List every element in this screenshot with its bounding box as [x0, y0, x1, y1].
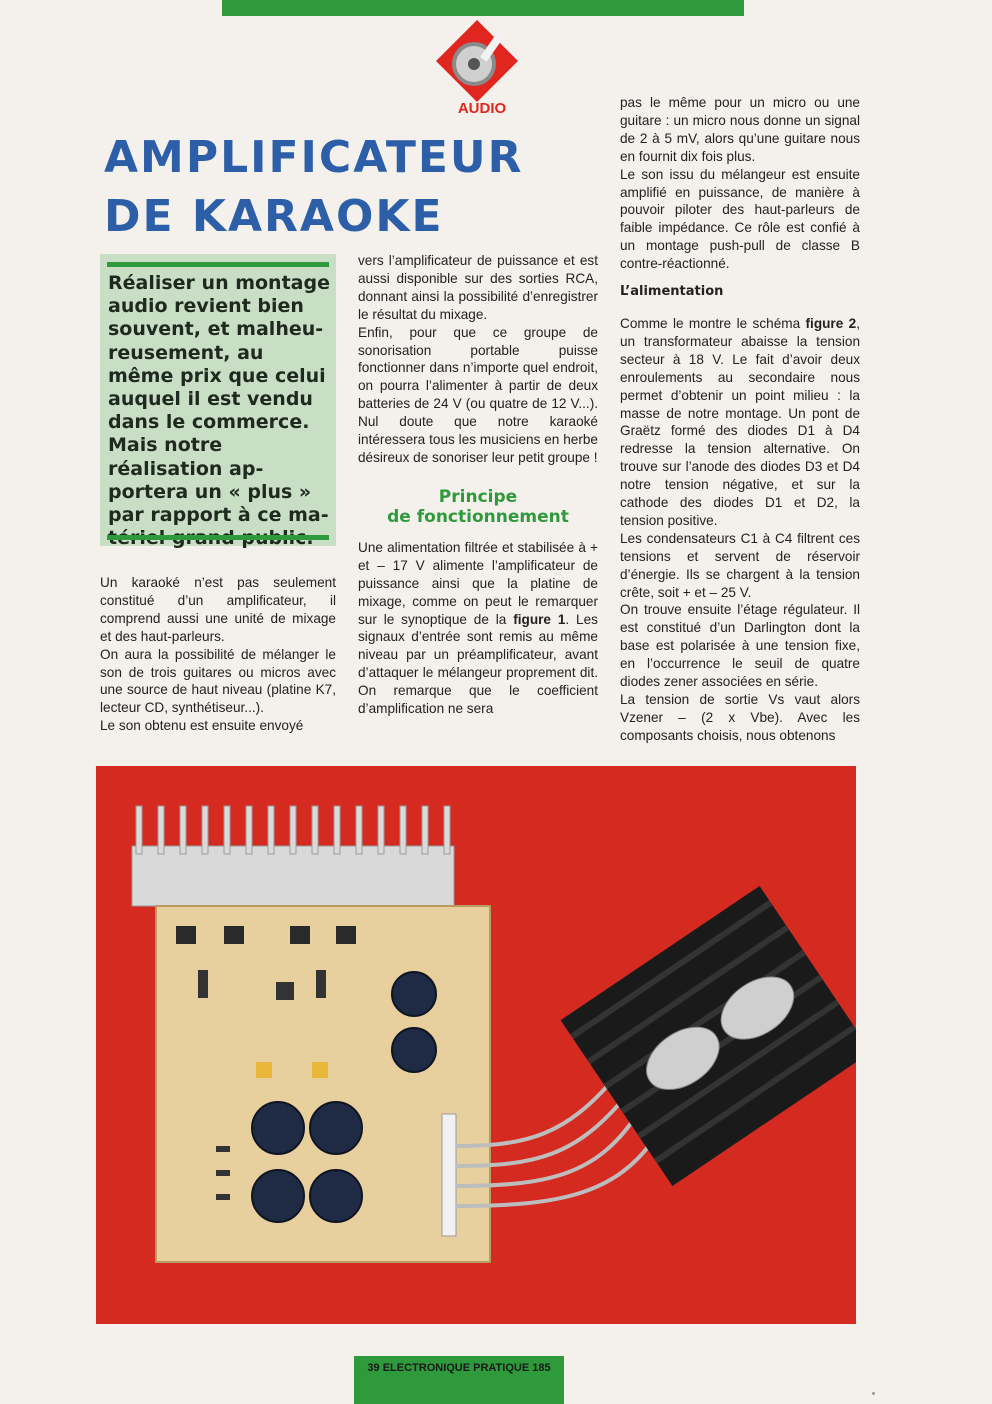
col1-paragraph-3: Le son obtenu est ensuite envoyé — [100, 718, 304, 734]
subheading-principe — [358, 487, 598, 527]
text-span: Comme le montre le schéma — [620, 315, 806, 331]
photo-illustration — [96, 766, 856, 1324]
title-line-2: DE KARAOKE — [104, 191, 444, 242]
column-2 — [358, 252, 598, 718]
top-color-bar — [222, 0, 744, 16]
subheading-line-1: Principe — [438, 486, 518, 507]
footer-text: 39 ELECTRONIQUE PRATIQUE 185 — [367, 1362, 551, 1374]
circuit-board-photo — [96, 766, 856, 1324]
section-tag: AUDIO — [457, 100, 507, 117]
col1-paragraph-1: Un karaoké n’est pas seulement constitué d’un amplificateur, il comprend aussi une unité de mixage et des haut-parleurs. — [100, 575, 336, 644]
column-3 — [620, 94, 860, 745]
col2-paragraph-1: vers l’amplificateur de puissance et est aussi disponible sur des sorties RCA, donnant ainsi la possibilité d’enregistrer le résultat du mixage. — [358, 253, 598, 322]
article-title — [104, 128, 594, 246]
subheading-alimentation: L’alimentation — [620, 284, 724, 300]
page-footer — [354, 1356, 564, 1404]
text-span: , un transformateur abaisse la tension secteur à 18 V. Le fait d’avoir deux enroulements au secondaire nous permet d’obtenir un point milieu : la masse de notre montage. Un pont de Graëtz formé des diodes D1 à D4 redresse la tension alternative. On trouve sur l’anode des diodes D3 et D4 notre tension négative, et sur la cathode des diodes D1 et D2, la tension positive. — [620, 315, 860, 528]
col1-paragraph-2: On aura la possibilité de mélanger le son de trois guitares ou micros avec une source de haut niveau (platine K7, lecteur CD, synthétiseur...). — [100, 646, 336, 716]
text-span: Une alimentation filtrée et stabilisée à + et – 17 V alimente l’amplificateur de puissance ainsi que la platine de mixage, comme on peut le remarquer sur le synoptique de la — [358, 539, 598, 627]
col3-paragraph-1: pas le même pour un micro ou une guitare : un micro nous donne un signal de 2 à 5 mV, alors qu’une guitare nous en fournit dix fois plus. — [620, 95, 860, 164]
col2-paragraph-2: Enfin, pour que ce groupe de sonorisation portable puisse fonctionner dans n’importe quel endroit, on pourra l’alimenter à partir de deux batteries de 24 V (ou quatre de 12 V...). Nul doute que notre karaoké intéressera tous les musiciens en herbe désireux de sonoriser leur petit groupe ! — [358, 324, 598, 465]
col3-paragraph-5: On trouve ensuite l’étage régulateur. Il est constitué d’un Darlington dont la base est polarisée à une tension fixe, en l’occurrence le seuil de quatre diodes zener associées en série. — [620, 602, 860, 690]
figure-reference: figure 1 — [513, 611, 566, 627]
col3-paragraph-6: La tension de sortie Vs vaut alors Vzener – (2 x Vbe). Avec les composants choisis, nous obtenons — [620, 692, 860, 743]
col2-paragraph-3 — [358, 539, 598, 718]
column-1 — [100, 574, 336, 735]
col3-paragraph-3 — [620, 315, 860, 530]
intro-top-rule — [107, 262, 329, 267]
figure-reference: figure 2 — [805, 315, 857, 331]
intro-bottom-rule — [107, 535, 329, 540]
intro-box — [100, 254, 336, 546]
col3-paragraph-4: Les condensateurs C1 à C4 filtrent ces tensions et servent de réservoir d’énergie. Ils se chargent à la tension crête, soit + et – 25 V. — [620, 530, 860, 600]
col3-paragraph-2: Le son issu du mélangeur est ensuite amplifié en puissance, de manière à pouvoir piloter des haut-parleurs de faible impédance. Ce rôle est confié à un montage push-pull de classe B contre-réactionné. — [620, 166, 860, 272]
subheading-line-2: de fonctionnement — [387, 506, 569, 527]
compact-disc-icon — [434, 18, 520, 104]
intro-text: Réaliser un montage audio revient bien souvent, et malheu-reusement, au même prix que celui auquel il est vendu dans le commerce. Mais notre réalisation ap-portera un « plus » par rapport à ce ma- — [108, 272, 330, 527]
print-speck — [872, 1392, 875, 1395]
text-span: . Les signaux d’entrée sont remis au même niveau par un préamplificateur, avant d’attaquer le mélangeur proprement dit. On remarque que le coefficient d’amplification ne sera — [358, 611, 598, 717]
title-line-1: AMPLIFICATEUR — [104, 132, 524, 183]
